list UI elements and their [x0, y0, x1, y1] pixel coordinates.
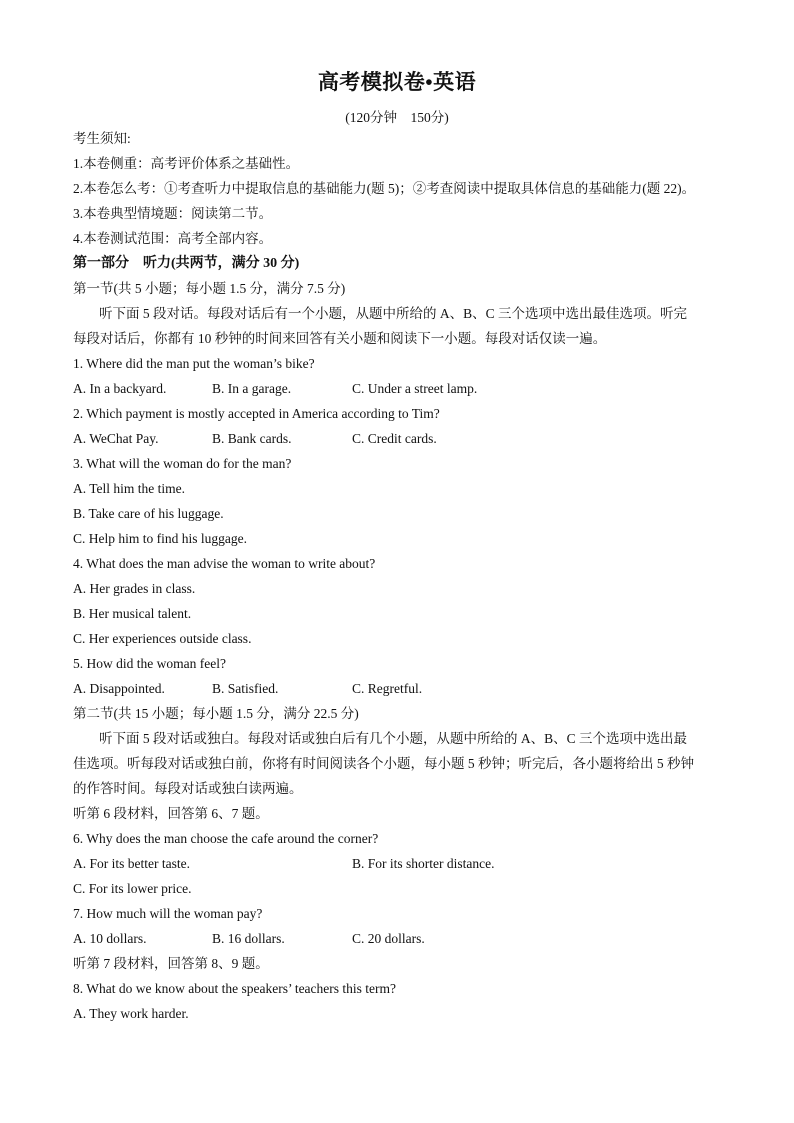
option-a: A. They work harder.: [73, 1006, 189, 1021]
question-stem: 6. Why does the man choose the cafe around the corner?: [73, 831, 379, 846]
page-title: 高考模拟卷•英语: [317, 70, 477, 94]
option-b: B. For its shorter distance.: [352, 856, 495, 871]
question-stem: 4. What does the man advise the woman to write about?: [73, 556, 376, 571]
option-c: C. 20 dollars.: [352, 931, 425, 946]
exam-duration-score: (120分钟 150分): [345, 110, 449, 125]
option-b: B. 16 dollars.: [212, 931, 285, 946]
option-c: C. Credit cards.: [352, 431, 437, 446]
option-a: A. In a backyard.: [73, 381, 167, 396]
section1-instruction: 听下面 5 段对话。每段对话后有一个小题，从题中所给的 A、B、C 三个选项中选出最佳选项。听完: [99, 306, 688, 321]
section2-heading: 第二节(共 15 小题；每小题 1.5 分，满分 22.5 分): [73, 706, 359, 721]
option-a: A. For its better taste.: [73, 856, 190, 871]
option-a: A. Disappointed.: [73, 681, 165, 696]
notice-item: 1.本卷侧重：高考评价体系之基础性。: [73, 156, 300, 171]
question-stem: 3. What will the woman do for the man?: [73, 456, 292, 471]
option-c: C. For its lower price.: [73, 881, 192, 896]
option-b: B. In a garage.: [212, 381, 292, 396]
option-a: A. 10 dollars.: [73, 931, 147, 946]
question-stem: 2. Which payment is mostly accepted in America according to Tim?: [73, 406, 440, 421]
notice-item: 4.本卷测试范围：高考全部内容。: [73, 231, 273, 246]
part1-heading: 第一部分 听力(共两节，满分 30 分): [73, 256, 300, 271]
option-b: B. Bank cards.: [212, 431, 292, 446]
section2-instruction: 听下面 5 段对话或独白。每段对话或独白后有几个小题，从题中所给的 A、B、C 三个选项中选出最: [99, 731, 688, 746]
section2-instruction: 佳选项。听每段对话或独白前，你将有时间阅读各个小题，每小题 5 秒钟；听完后，各小题将给出 5 秒钟: [73, 756, 694, 771]
question-stem: 7. How much will the woman pay?: [73, 906, 263, 921]
option-b: B. Her musical talent.: [73, 606, 192, 621]
notice-item: 3.本卷典型情境题：阅读第二节。: [73, 206, 273, 221]
option-b: B. Satisfied.: [212, 681, 279, 696]
section1-heading: 第一节(共 5 小题；每小题 1.5 分，满分 7.5 分): [73, 281, 346, 296]
option-c: C. Her experiences outside class.: [73, 631, 252, 646]
option-c: C. Help him to find his luggage.: [73, 531, 247, 546]
question-stem: 8. What do we know about the speakers’ teachers this term?: [73, 981, 397, 996]
option-a: A. WeChat Pay.: [73, 431, 159, 446]
notice-heading: 考生须知:: [73, 131, 131, 146]
material-note: 听第 6 段材料，回答第 6、7 题。: [73, 806, 269, 821]
option-c: C. Under a street lamp.: [352, 381, 478, 396]
option-a: A. Her grades in class.: [73, 581, 196, 596]
option-a: A. Tell him the time.: [73, 481, 186, 496]
section2-instruction: 的作答时间。每段对话或独白读两遍。: [73, 781, 303, 796]
notice-item: 2.本卷怎么考：①考查听力中提取信息的基础能力(题 5)；②考查阅读中提取具体信息的基础能力(题 22)。: [73, 181, 696, 196]
question-stem: 1. Where did the man put the woman’s bike?: [73, 356, 315, 371]
section1-instruction: 每段对话后，你都有 10 秒钟的时间来回答有关小题和阅读下一小题。每段对话仅读一遍。: [73, 331, 607, 346]
question-stem: 5. How did the woman feel?: [73, 656, 226, 671]
material-note: 听第 7 段材料，回答第 8、9 题。: [73, 956, 269, 971]
option-b: B. Take care of his luggage.: [73, 506, 224, 521]
option-c: C. Regretful.: [352, 681, 423, 696]
